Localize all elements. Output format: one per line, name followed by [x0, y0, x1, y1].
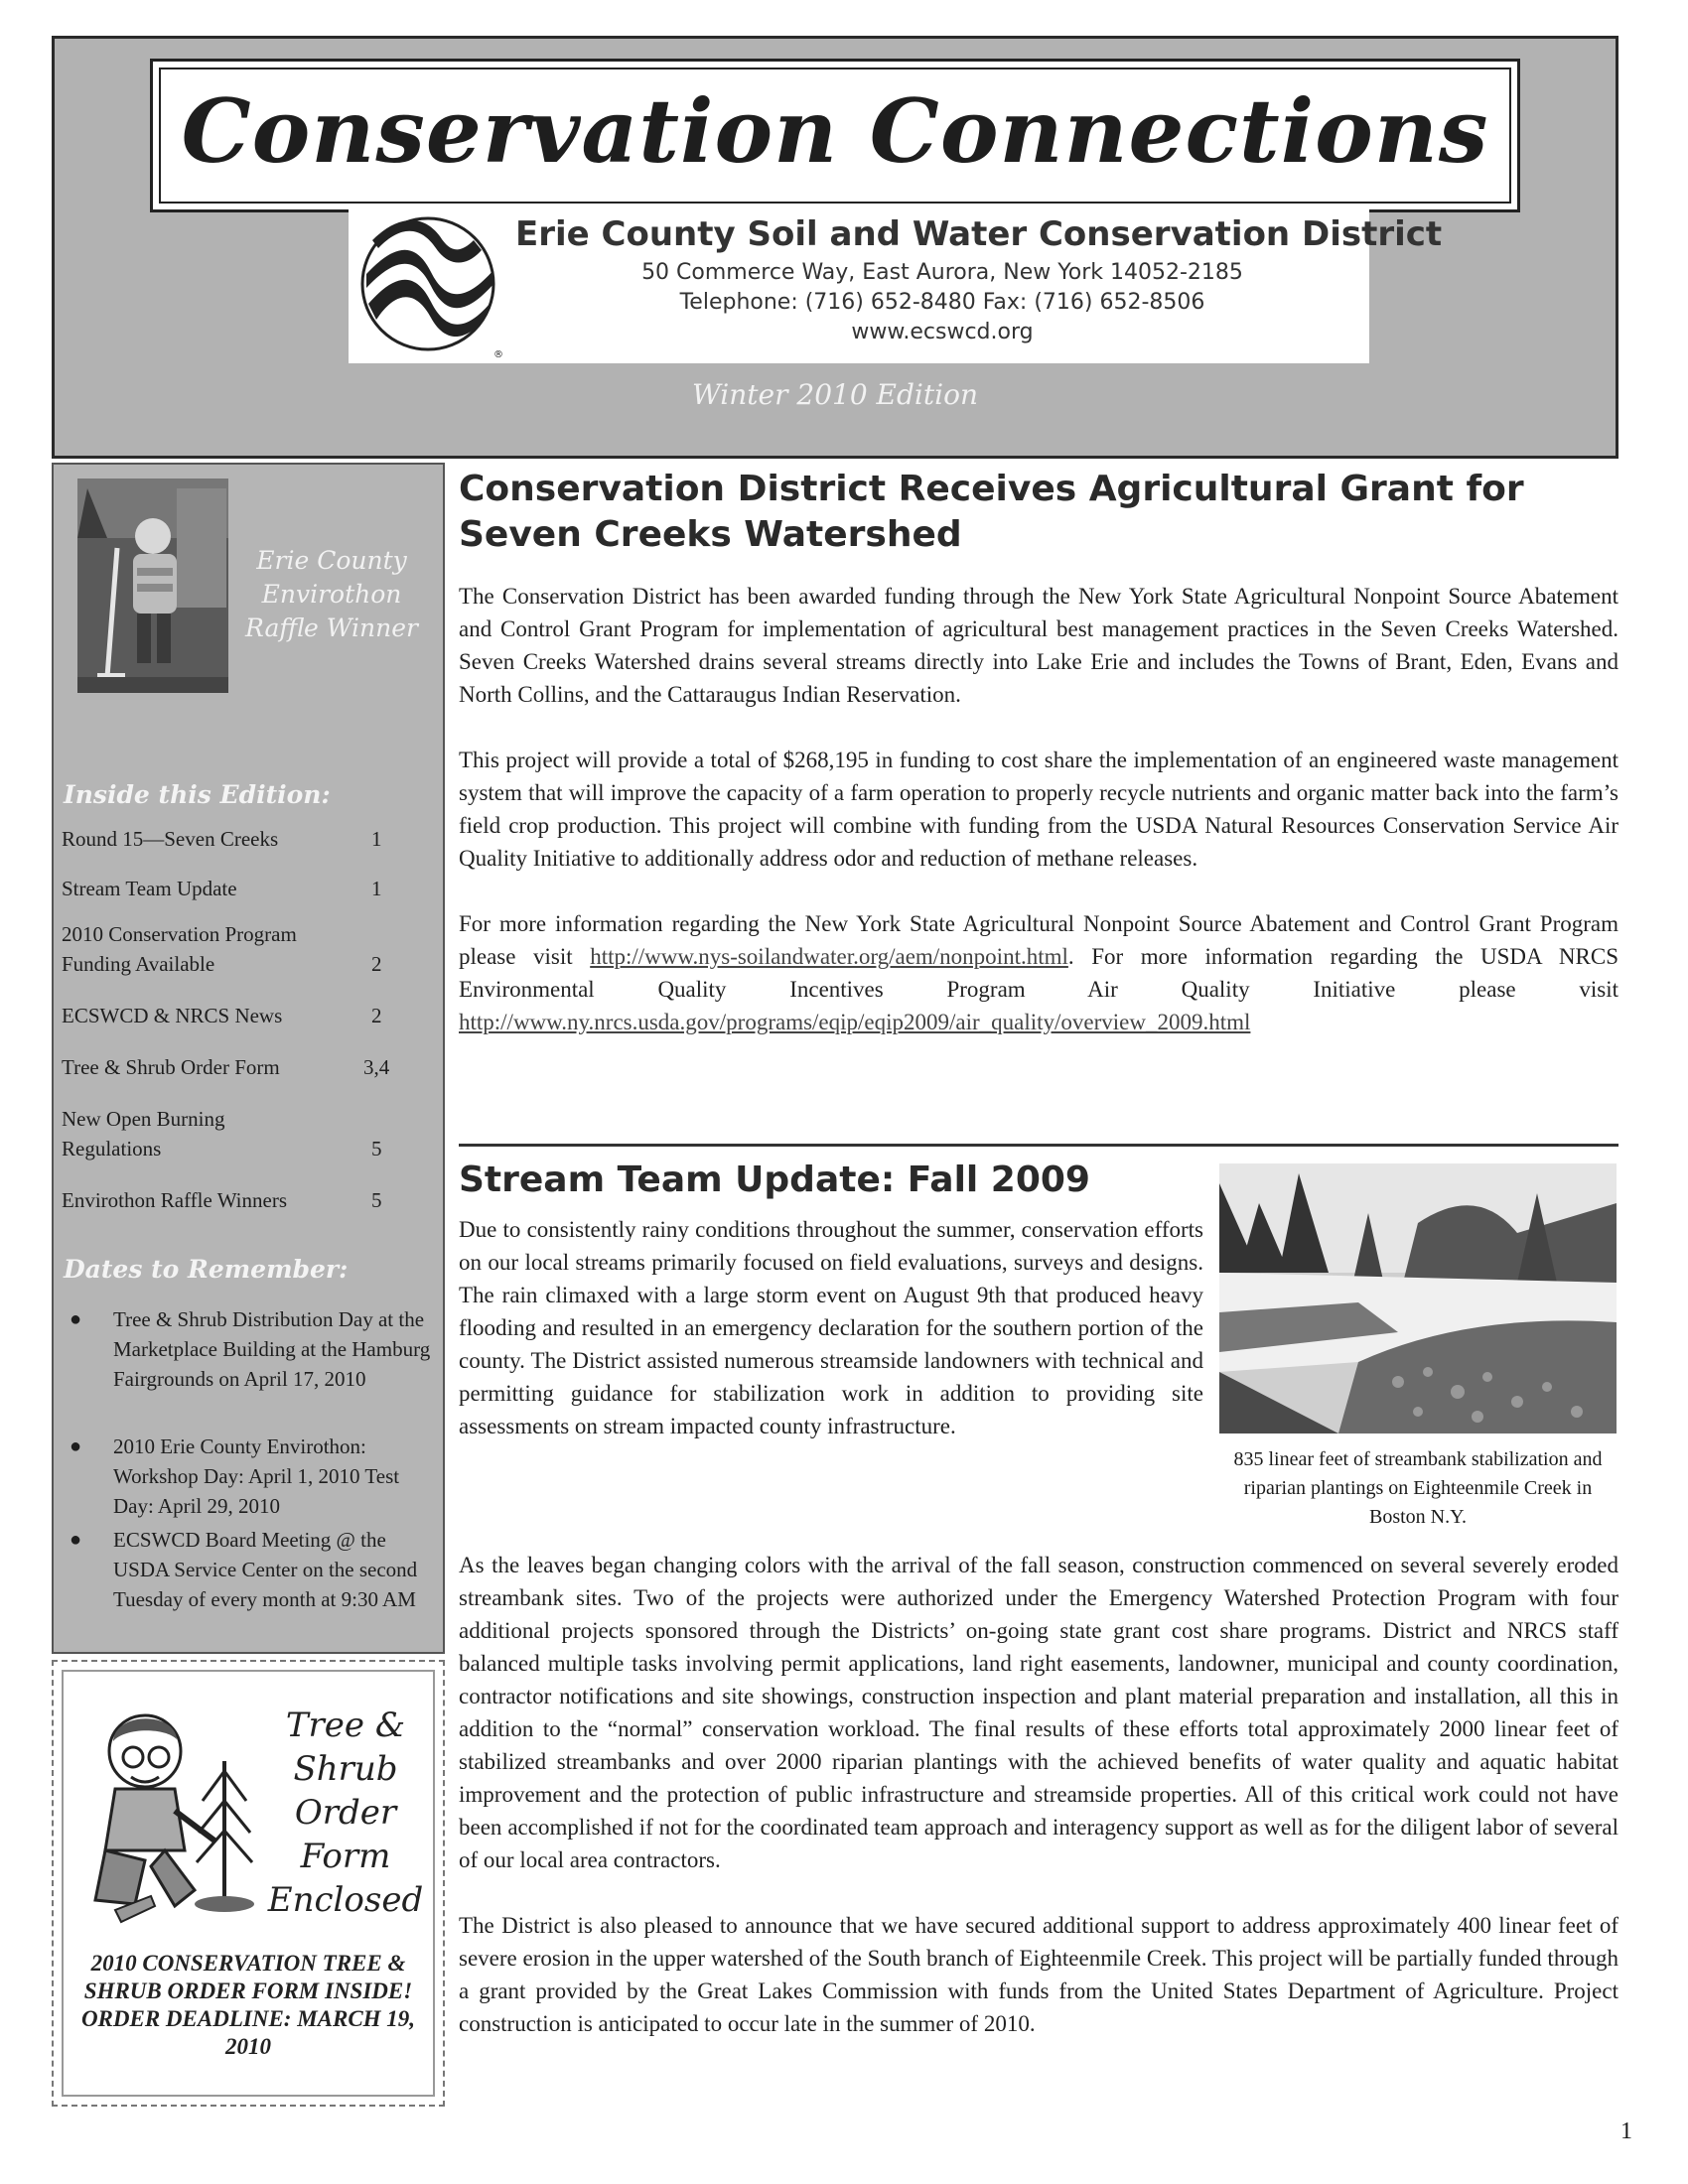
district-address: 50 Commerce Way, East Aurora, New York 14052-2185 [641, 260, 1243, 285]
article2-header [459, 1158, 1203, 1442]
article1-headline: Conservation District Receives Agricultural Grant for Seven Creeks Watershed [459, 469, 1524, 555]
sidebar [52, 463, 445, 1654]
toc-item[interactable]: 2010 Conservation Program Funding Available [62, 922, 297, 976]
toc-page: 2 [371, 1004, 382, 1027]
article1-paragraph: The Conservation District has been awarded funding through the New York State Agricultural Nonpoint Source Abatement and Control Grant Program for implementation of agricultural best management practices in the Seven Creeks Watershed. Seven Creeks Watershed drains several streams directly into Lake Erie and includes the Towns of Brant, Eden, Evans and North Collins, and the Cattaraugus Indian Reservation. [459, 584, 1618, 707]
district-phone: Telephone: (716) 652-8480 Fax: (716) 652-8506 [679, 290, 1205, 315]
masthead [52, 36, 1618, 459]
article2-paragraph: Due to consistently rainy conditions throughout the summer, conservation efforts on our local streams primarily focused on field evaluations, surveys and designs. The rain climaxed with a large storm event on August 9th that produced heavy flooding and resulted in an emergency declaration for the southern portion of the county. The District assisted numerous streamside landowners with technical and permitting guidance for stabilization work in addition to providing site assessments on stream impacted county infrastructure. [459, 1217, 1203, 1438]
toc-item[interactable]: Stream Team Update [62, 877, 237, 900]
bullet-icon: ● [70, 1308, 82, 1330]
article1-paragraph [459, 907, 1618, 1038]
article2-paragraph: The District is also pleased to announce that we have secured additional support to address approximately 400 linear feet of severe erosion in the upper watershed of the South branch of Eighteenmile Creek. This project will be partially funded through a grant provided by the Great Lakes Commission with funds from the United States Department of Agriculture. Project construction is anticipated to occur late in the summer of 2010. [459, 1913, 1618, 2036]
photo-caption: Erie County Envirothon Raffle Winner [245, 546, 418, 642]
page-number: 1 [1620, 2118, 1632, 2144]
toc-page: 3,4 [363, 1055, 390, 1079]
date-item: ECSWCD Board Meeting @ the USDA Service Center on the second Tuesday of every month at 9:30 AM [113, 1528, 418, 1611]
toc-item[interactable]: New Open Burning Regulations [62, 1107, 225, 1160]
article1-paragraph: This project will provide a total of $268,195 in funding to cost share the implementation of an engineered waste management system that will improve the capacity of a farm operation to properly recycle nutrients and organic matter back into the farm’s field crop production. This project will combine with funding from the USDA Natural Resources Conservation Service Air Quality Initiative to additionally address odor and reduction of methane releases. [459, 748, 1618, 871]
svg-text:®: ® [493, 349, 503, 360]
toc-page: 2 [371, 952, 382, 976]
toc-item[interactable]: Round 15—Seven Creeks [62, 827, 279, 851]
toc-heading: Inside this Edition: [64, 780, 331, 809]
nonpoint-link[interactable]: http://www.nys-soilandwater.org/aem/nonpoint.html [590, 944, 1068, 969]
date-item: 2010 Erie County Envirothon: Workshop Day: April 1, 2010 Test Day: April 29, 2010 [113, 1434, 400, 1518]
toc-item[interactable]: Envirothon Raffle Winners [62, 1188, 288, 1212]
district-logo-icon [356, 212, 505, 361]
tree-shrub-ad[interactable] [52, 1660, 445, 2107]
main-column [459, 467, 1618, 1038]
eqip-link[interactable]: http://www.ny.nrcs.usda.gov/programs/eqip/eqip2009/air_quality/overview_2009.html [459, 1010, 1251, 1034]
newsletter-title: Conservation Connections [181, 79, 1489, 183]
article2-paragraph: As the leaves began changing colors with the arrival of the fall season, construction commenced on several severely eroded streambank sites. Two of the projects were authorized under the Emergency Watershed Protection Program with four additional projects sponsored through the Districts’ on-going state grant cost share programs. District and NRCS staff balanced multiple tasks involving permit applications, land right easements, landowner, municipal and county coordination, contractor notifications and site showings, construction inspection and plant material preparation and installation, all this in addition to the “normal” conservation workload. The final results of these efforts total approximately 2000 linear feet of stabilized streambanks and over 2000 riparian plantings with the achieved benefits of water quality and aquatic habitat improvement and the protection of public infrastructure and streamside properties. All of this critical work could not have been accomplished if not for the coordinated team approach and interagency support as well as for the diligent labor of several of our local area contractors. [459, 1553, 1618, 1872]
date-item: Tree & Shrub Distribution Day at the Marketplace Building at the Hamburg Fairgrounds on April 17, 2010 [113, 1307, 431, 1391]
text-span: For more information regarding the New York State Agricultural Nonpoint Source Abatement and Control Grant Program please visit [459, 911, 1618, 969]
district-name: Erie County Soil and Water Conservation District [515, 214, 1443, 254]
title-box [150, 59, 1520, 212]
raffle-winner-photo [77, 478, 228, 693]
photo-caption: 835 linear feet of streambank stabilization and riparian plantings on Eighteenmile Creek in Boston N.Y. [1233, 1448, 1603, 1528]
bullet-icon: ● [70, 1529, 82, 1551]
article2-continued [459, 1549, 1618, 2040]
toc-page: 1 [371, 827, 382, 851]
kid-planting-tree-icon [75, 1702, 264, 1930]
toc-page: 5 [371, 1137, 382, 1160]
dates-heading: Dates to Remember: [64, 1255, 349, 1284]
article2-headline: Stream Team Update: Fall 2009 [459, 1160, 1090, 1200]
bullet-icon: ● [70, 1435, 82, 1457]
tree-shrub-title: Tree & Shrub Order Form Enclosed [267, 1706, 424, 1920]
edition-label: Winter 2010 Edition [692, 378, 978, 411]
district-info-box [349, 205, 1443, 363]
toc-item[interactable]: Tree & Shrub Order Form [62, 1055, 280, 1079]
toc-page: 5 [371, 1188, 382, 1212]
article-divider [459, 1144, 1618, 1147]
text-span: . For more information regarding the USDA NRCS Environmental Quality Incentives Program Air Quality Initiative please visit [459, 944, 1618, 1002]
streambank-photo [1219, 1163, 1617, 1433]
toc-item[interactable]: ECSWCD & NRCS News [62, 1004, 283, 1027]
district-website[interactable]: www.ecswcd.org [851, 320, 1034, 344]
order-deadline: 2010 CONSERVATION TREE & SHRUB ORDER FORM INSIDE! ORDER DEADLINE: MARCH 19, 2010 [80, 1951, 416, 2059]
toc-page: 1 [371, 877, 382, 900]
